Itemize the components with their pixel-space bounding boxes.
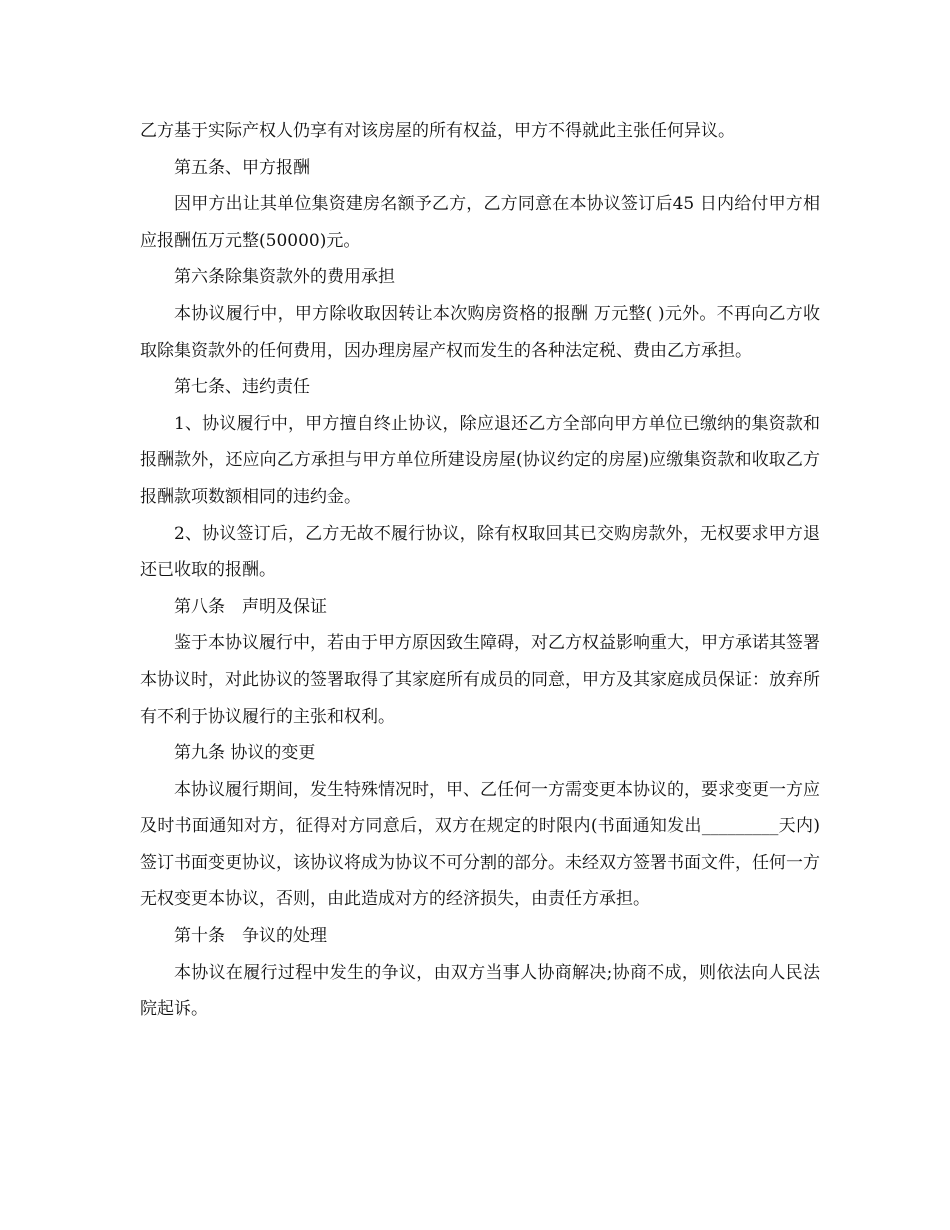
article-10-body: 本协议在履行过程中发生的争议，由双方当事人协商解决;协商不成，则依法向人民法院起诉。 [140,962,820,1020]
article-6-body: 本协议履行中，甲方除收取因转让本次购房资格的报酬 万元整( )元外。不再向乙方收取除集资款外的任何费用，因办理房屋产权而发生的各种法定税、费由乙方承担。 [140,303,820,361]
article-7-clause-1: 1、协议履行中，甲方擅自终止协议，除应退还乙方全部向甲方单位已缴纳的集资款和报酬款外，还应向乙方承担与甲方单位所建设房屋(协议约定的房屋)应缴集资款和收取乙方报酬款项数额相同的违约金。 [140,413,820,507]
article-9-body: 本协议履行期间，发生特殊情况时，甲、乙任何一方需变更本协议的，要求变更一方应及时书面通知对方，征得对方同意后，双方在规定的时限内(书面通知发出_________天内)签订书面变更协议，该协议将成为协议不可分割的部分。未经双方签署书面文件，任何一方无权变更本协议，否则，由此造成对方的经济损失，由责任方承担。 [140,779,820,910]
article-5-heading: 第五条、甲方报酬 [174,157,310,178]
paragraph-continuation: 乙方基于实际产权人仍享有对该房屋的所有权益，甲方不得就此主张任何异议。 [140,121,735,141]
document-body [140,113,820,1028]
article-8-heading: 第八条 声明及保证 [174,596,327,617]
article-7-heading: 第七条、违约责任 [174,377,310,398]
article-5-body: 因甲方出让其单位集资建房名额予乙方，乙方同意在本协议签订后45 日内给付甲方相应报酬伍万元整(50000)元。 [140,194,820,251]
article-6-heading: 第六条除集资款外的费用承担 [174,267,395,288]
article-8-body: 鉴于本协议履行中，若由于甲方原因致生障碍，对乙方权益影响重大，甲方承诺其签署本协议时，对此协议的签署取得了其家庭所有成员的同意，甲方及其家庭成员保证：放弃所有不利于协议履行的主张和权利。 [140,633,820,727]
article-9-heading: 第九条 协议的变更 [174,743,316,764]
article-7-clause-2: 2、协议签订后，乙方无故不履行协议，除有权取回其已交购房款外，无权要求甲方退还已收取的报酬。 [140,523,820,581]
article-10-heading: 第十条 争议的处理 [174,926,327,947]
